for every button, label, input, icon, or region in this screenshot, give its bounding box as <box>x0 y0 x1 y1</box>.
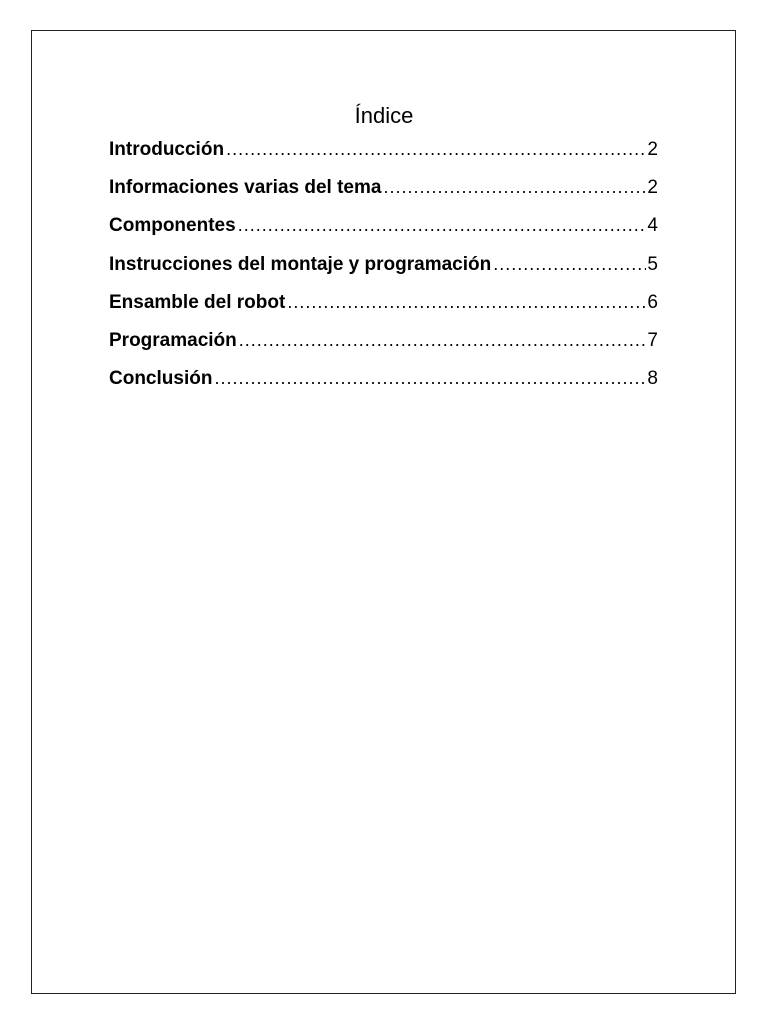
toc-dot-leader <box>239 321 647 359</box>
toc-entry-programacion[interactable] <box>109 321 658 359</box>
toc-entry-label: Conclusión <box>109 368 213 390</box>
toc-entry-informaciones[interactable] <box>109 168 658 206</box>
toc-entry-ensamble[interactable] <box>109 283 658 321</box>
toc-entry-label: Instrucciones del montaje y programación <box>109 253 492 275</box>
toc-entry-conclusion[interactable] <box>109 359 658 397</box>
toc-dot-leader <box>214 359 646 397</box>
toc-entry-label: Componentes <box>109 215 236 237</box>
toc-entry-label: Programación <box>109 329 237 351</box>
toc-dot-leader <box>287 283 646 321</box>
table-of-contents <box>109 130 658 397</box>
toc-entry-page: 2 <box>647 177 658 199</box>
toc-dot-leader <box>383 168 646 206</box>
toc-dot-leader <box>238 206 647 244</box>
toc-entry-componentes[interactable] <box>109 206 658 244</box>
toc-entry-page: 7 <box>647 329 658 351</box>
toc-entry-introduccion[interactable] <box>109 130 658 168</box>
toc-entry-label: Informaciones varias del tema <box>109 177 382 199</box>
toc-entry-page: 2 <box>647 139 658 160</box>
toc-entry-page: 8 <box>647 368 658 390</box>
toc-dot-leader <box>226 130 646 168</box>
toc-entry-page: 5 <box>647 253 658 275</box>
toc-entry-label: Introducción <box>109 139 225 160</box>
toc-dot-leader <box>493 245 646 283</box>
toc-entry-instrucciones[interactable] <box>109 245 658 283</box>
toc-entry-page: 6 <box>647 291 658 313</box>
toc-entry-page: 4 <box>647 215 658 237</box>
toc-title: Índice <box>354 103 414 128</box>
toc-entry-label: Ensamble del robot <box>109 291 286 313</box>
